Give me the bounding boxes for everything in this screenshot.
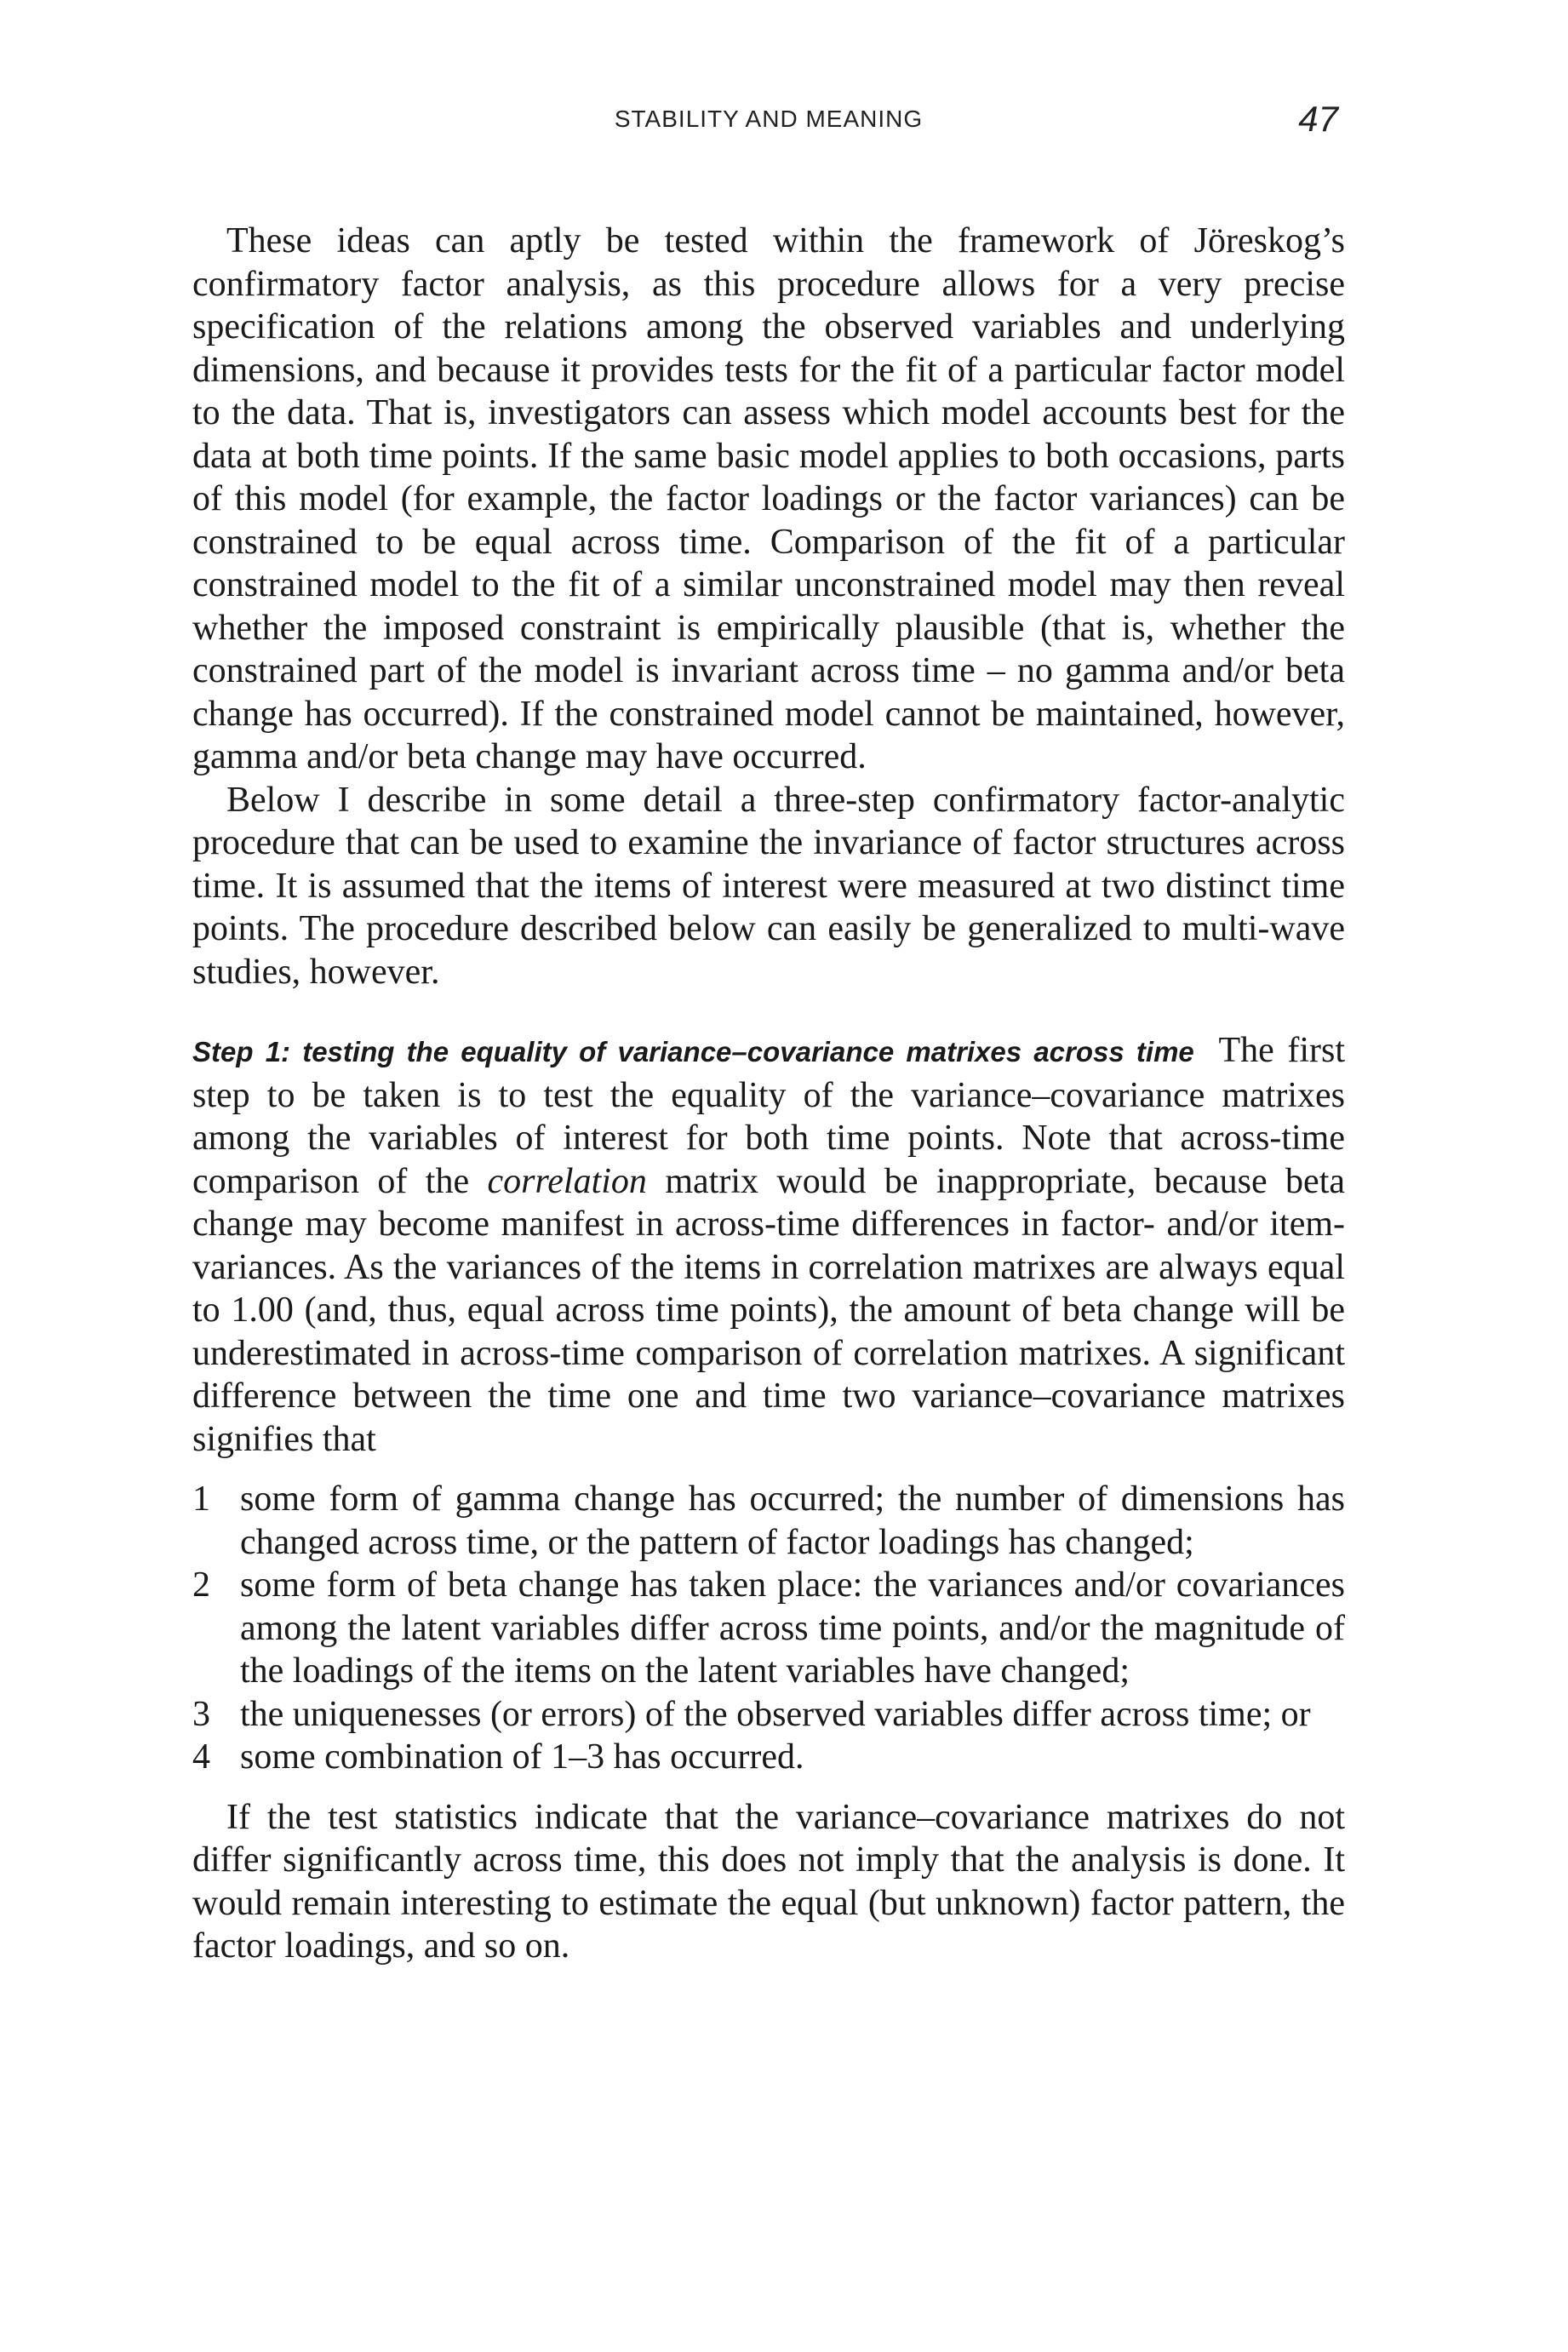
- running-head: [192, 99, 1345, 141]
- list-item-text: some form of gamma change has occurred; the number of dimensions has changed across time, or the pattern of factor loadings has changed;: [240, 1479, 1345, 1562]
- section-heading: Step 1: testing the equality of variance–covariance matrixes across time: [192, 1036, 1194, 1067]
- list-item: [192, 1478, 1345, 1564]
- paragraph-2: Below I describe in some detail a three-step confirmatory factor-analytic procedure that can be used to examine the invariance of factor structures across time. It is assumed that the items of interest were measured at two distinct time points. The procedure described below can easily be generalized to multi-wave studies, however.: [192, 780, 1345, 992]
- closing-paragraph: If the test statistics indicate that the variance–covariance matrixes do not differ significantly across time, this does not imply that the analysis is done. It would remain interesting to estimate the equal (but unknown) factor pattern, the factor loadings, and so on.: [192, 1797, 1345, 1966]
- list-item-number: 1: [192, 1479, 210, 1519]
- list-item-text: some form of beta change has taken place: the variances and/or covariances among the latent variables differ across time points, and/or the magnitude of the loadings of the items on the latent variables have changed;: [240, 1565, 1345, 1691]
- list-item: [192, 1693, 1345, 1737]
- section-text-before-emphasis: The first step to be taken is to test the equality of the variance–covariance matrixes among the variables of interest for both time points. Note that across-time comparison of the: [192, 1031, 1345, 1201]
- numbered-list: [192, 1478, 1345, 1779]
- page-number: 47: [1298, 99, 1338, 139]
- list-item-text: the uniquenesses (or errors) of the observed variables differ across time; or: [240, 1694, 1311, 1734]
- list-item-number: 4: [192, 1737, 210, 1777]
- list-item: [192, 1564, 1345, 1693]
- list-item-number: 3: [192, 1694, 210, 1734]
- section-text-after-emphasis: matrix would be inappropriate, because beta change may become manifest in across-time differences in factor- and/or item-variances. As the variances of the items in correlation matrixes are always equal to 1.00 (and, thus, equal across time points), the amount of beta change will be underestimated in across-time comparison of correlation matrixes. A significant difference between the time one and time two variance–covariance matrixes signifies that: [192, 1161, 1346, 1459]
- emphasized-word: correlation: [487, 1161, 647, 1201]
- section-step-1-paragraph: [192, 1029, 1345, 1461]
- body-text: [192, 220, 1345, 1968]
- list-item: [192, 1736, 1345, 1779]
- list-item-number: 2: [192, 1565, 210, 1605]
- list-item-text: some combination of 1–3 has occurred.: [240, 1737, 804, 1777]
- section-step-1: [192, 1029, 1345, 1968]
- paragraph-1: These ideas can aptly be tested within the framework of Jöreskog’s confirmatory factor analysis, as this procedure allows for a very precise specification of the relations among the observed variables and underlying dimensions, and because it provides tests for the fit of a particular factor model to the data. That is, investigators can assess which model accounts best for the data at both time points. If the same basic model applies to both occasions, parts of this model (for example, the factor loadings or the factor variances) can be constrained to be equal across time. Comparison of the fit of a particular constrained model to the fit of a similar unconstrained model may then reveal whether the imposed constraint is empirically plausible (that is, whether the constrained part of the model is invariant across time – no gamma and/or beta change has occurred). If the constrained model cannot be maintained, however, gamma and/or beta change may have occurred.: [192, 221, 1345, 776]
- running-title: STABILITY AND MEANING: [614, 106, 924, 132]
